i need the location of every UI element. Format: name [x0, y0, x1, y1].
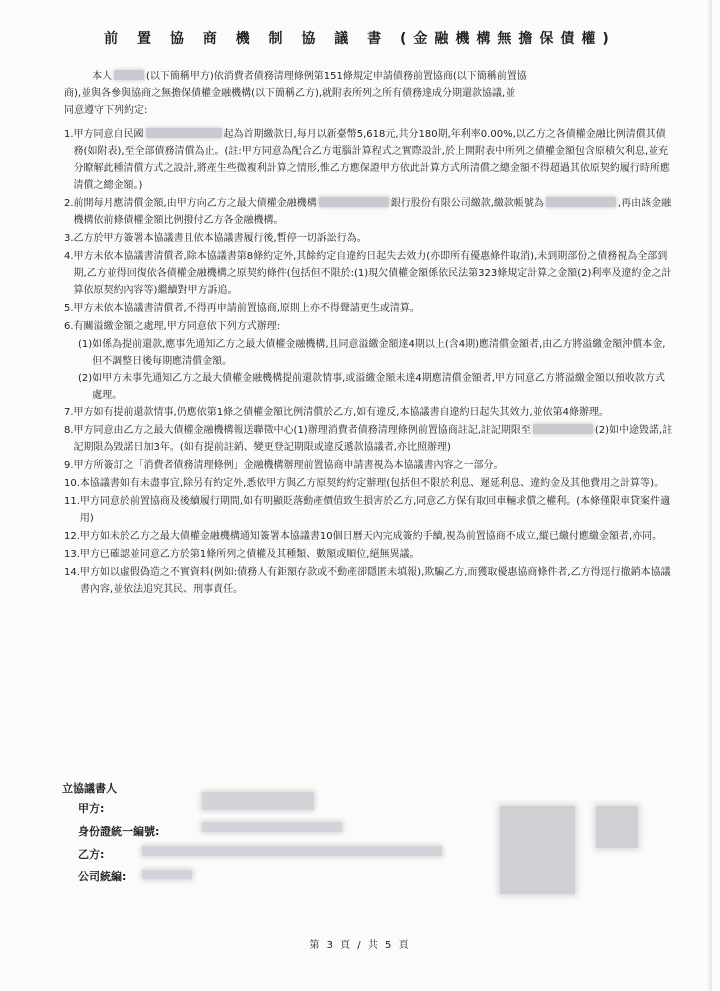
clause-text: 起為首期繳款日,每月以新臺幣5,618元,共分180期,年利率0.00%,以乙方之各債權金融比例清償其債務(如附表),至全部債務清償為止。(註:甲方同意為配合乙方電腦計算程式之實際設計,於上開附表中所列之債權金額包含原積欠利息,並充分瞭解此種清償方式之設計,將產生些微複利計算之情形,惟乙方應保證甲方依此計算方式所清償之總金額不得超過其依原契約履行時所應清償之總金額。) — [73, 129, 670, 191]
clause-number: 11. — [64, 496, 80, 507]
clause-2 — [64, 195, 674, 229]
clause-text: 有關溢繳金額之處理,甲方同意依下列方式辦理: — [73, 321, 281, 332]
clause-6-item-2 — [64, 370, 674, 404]
clause-text: 銀行股份有限公司繳款,繳款帳號為 — [390, 198, 544, 209]
redacted-company-id — [142, 870, 192, 879]
clause-number: 7. — [64, 407, 74, 418]
clause-text: 甲方同意於前置協商及後續履行期間,如有明顯貶落動產價值致生損害於乙方,同意乙方保有取回車輛求償之權利。(本條僅限車貸案件適用) — [79, 496, 671, 524]
clause-6-item-1 — [64, 336, 674, 370]
clause-text: 乙方於甲方簽署本協議書且依本協議書履行後,暫停一切訴訟行為。 — [73, 233, 367, 244]
party-a-label: 甲方: — [78, 802, 105, 815]
intro-line-1b: (以下簡稱甲方)依消費者債務清理條例第151條規定申請債務前置協商(以下簡稱前置協 — [146, 71, 527, 82]
redacted-date — [146, 128, 222, 138]
redacted-signature — [202, 792, 314, 810]
clause-number: 13. — [64, 549, 80, 560]
clause-9 — [64, 457, 674, 474]
redacted-bank — [319, 197, 389, 207]
signatory-heading: 立協議書人 — [62, 782, 117, 795]
clause-number: 5. — [64, 303, 74, 314]
clause-text: 甲方如有提前還款情事,仍應依第1條之債權金額比例清償於乙方,如有違反,本協議書自違約日起失其效力,並依第4條辦理。 — [73, 407, 609, 418]
clause-13 — [64, 546, 674, 563]
redacted-date — [533, 424, 593, 434]
company-seal-stamp — [500, 806, 575, 894]
clause-text: 甲方未依本協議書清償者,不得再申請前置協商,原則上亦不得聲請更生或清算。 — [73, 303, 420, 314]
clause-7 — [64, 404, 674, 421]
intro-line-3: 同意遵守下列約定: — [64, 105, 148, 116]
clause-text: 前開每月應清償金額,由甲方向乙方之最大債權金融機構 — [73, 198, 317, 209]
clause-14 — [64, 564, 674, 598]
clause-number: 8. — [64, 425, 74, 436]
clause-text: ,再由該金融機構依前條債權金額比例撥付乙方各金融機構。 — [73, 198, 672, 226]
clause-number: 14. — [64, 567, 80, 578]
clause-4 — [64, 248, 674, 299]
clause-number: 4. — [64, 251, 74, 262]
redacted-account — [546, 197, 616, 207]
sub-number: (1) — [78, 339, 93, 350]
clause-number: 1. — [64, 129, 74, 140]
clause-6 — [64, 318, 674, 335]
sub-text: 如甲方未事先通知乙方之最大債權金融機構提前還款情事,或溢繳金額未達4期應清償金額者,甲方同意乙方將溢繳金額以預收款方式處理。 — [92, 373, 665, 401]
clause-text: 甲方如以虛假偽造之不實資料(例如:債務人有鉅額存款或不動產卻隱匿未填報),欺騙乙方,而獲取優惠協商條件者,乙方得逕行撤銷本協議書內容,並依法追究其民、刑事責任。 — [79, 567, 671, 595]
clause-text: 甲方已確認並同意乙方於第1條所列之債權及其種類、數額或順位,絕無異議。 — [79, 549, 420, 560]
document-title: 前 置 協 商 機 制 協 議 書 (金融機構無擔保債權) — [104, 31, 616, 47]
scan-edge — [708, 0, 712, 991]
sub-text: 如係為提前還款,應事先通知乙方之最大債權金融機構,且同意溢繳金額達4期以上(含4期)應清償金額者,由乙方將溢繳金額沖償本金,但不調整日後每期應清償金額。 — [92, 339, 666, 367]
clause-number: 2. — [64, 198, 74, 209]
redacted-id-number — [202, 822, 342, 832]
clause-text: 甲方同意自民國 — [73, 129, 144, 140]
clause-5 — [64, 300, 674, 317]
clause-text: 甲方同意由乙方之最大債權金融機構報送聯徵中心(1)辦理消費者債務清理條例前置協商註記,註記期限至 — [73, 425, 531, 436]
clause-number: 3. — [64, 233, 74, 244]
clause-number: 6. — [64, 321, 74, 332]
clause-number: 12. — [64, 531, 80, 542]
intro-line-2: 商),並與各參與協商之無擔保債權金融機構(以下簡稱乙方),就附表所列之所有債務達成分期還款協議,並 — [64, 88, 516, 99]
company-id-label: 公司統編: — [78, 870, 127, 883]
clause-11 — [64, 493, 674, 527]
clause-text: 甲方如未於乙方之最大債權金融機構通知簽署本協議書10個日曆天內完成簽約手續,視為前置協商不成立,縱已繳付應繳金額者,亦同。 — [79, 531, 663, 542]
clause-number: 10. — [64, 478, 80, 489]
id-number-label: 身份證統一編號: — [78, 825, 160, 838]
party-b-label: 乙方: — [78, 848, 105, 861]
clause-12 — [64, 528, 674, 545]
sub-number: (2) — [78, 373, 93, 384]
clause-text: 甲方未依本協議書清償者,除本協議書第8條約定外,其餘約定自違約日起失去效力(亦即所有優惠條件取消),未到期部份之債務視為全部到期,乙方並得回復依各債權金融機構之原契約條件(包括但不限於:(1)現欠債權金額係依民法第323條規定計算之金額(2)利率及違約金之計算依原契約內容等)繼續對甲方訴追。 — [73, 251, 672, 296]
clause-text: 本協議書如有未盡事宜,除另有約定外,悉依甲方與乙方原契約約定辦理(包括但不限於利息、遲延利息、違約金及其他費用之計算等)。 — [79, 478, 665, 489]
redacted-creditor — [142, 846, 442, 856]
representative-seal-stamp — [596, 806, 638, 848]
clause-text: 甲方所簽訂之「消費者債務清理條例」金融機構辦理前置協商申請書視為本協議書內容之一部分。 — [73, 460, 504, 471]
redacted-name — [114, 70, 144, 80]
page-footer: 第 3 頁 / 共 5 頁 — [309, 940, 411, 951]
clause-list — [64, 126, 674, 599]
clause-1 — [64, 126, 674, 194]
intro-paragraph — [64, 68, 664, 119]
clause-3 — [64, 230, 674, 247]
clause-number: 9. — [64, 460, 74, 471]
clause-8 — [64, 422, 674, 456]
clause-text: (2)如中途毀諾,註記期限為毀諾日加3年。(如有提前註銷、變更登記期限或違反遞款協議者,亦比照辦理) — [73, 425, 673, 453]
intro-line-1a: 本人 — [92, 71, 112, 82]
clause-10 — [64, 475, 674, 492]
